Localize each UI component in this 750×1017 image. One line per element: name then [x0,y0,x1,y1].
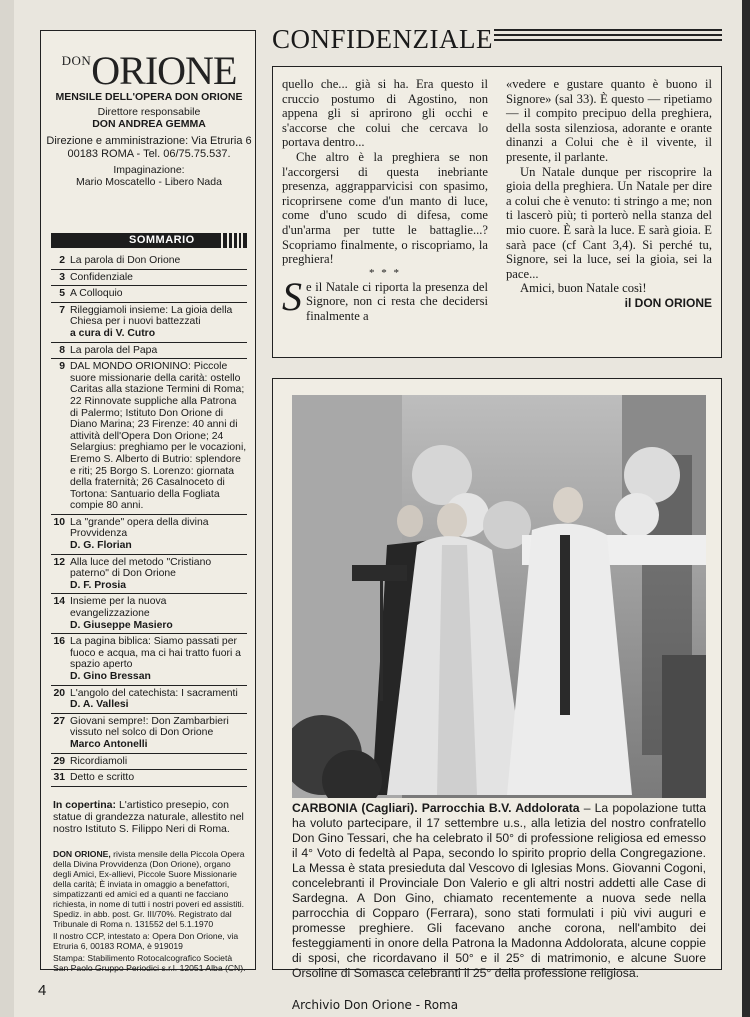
toc-title: DAL MONDO ORIONINO: Piccole suore missionarie della carità: ostello Caritas alla stazione Termini di Roma; 22 Rinnovate suppliche alla Patrona di Palermo; Istituto Don Orione di Diano Marina; 23 Firenze: 40 anni di attività dell'Opera Don Orione; 24 Selargius: preghiamo per le vocazioni, Eremo S. Alberto di Butrio: splendore e riti; 25 Borgo S. Lorenzo: giornata della fraternità; 26 Casalnoceto di Tortona: Santuario della Fogliata compie 80 anni. [70,361,247,512]
cover-description [53,799,249,835]
toc-page-number: 5 [59,288,65,300]
sommario-bar [51,233,247,248]
address-line-1: Direzione e amministrazione: Via Etruria 6 [46,135,252,147]
magazine-logo [41,47,257,94]
toc-author: D. F. Prosia [70,579,127,591]
toc-author: D. A. Vallesi [70,699,129,711]
toc-item [51,303,247,343]
toc-item [51,555,247,595]
toc-page-number: 10 [53,516,65,528]
toc-entry [70,255,247,267]
article-column-2 [506,77,712,311]
toc-title: La "grande" opera della divina Provvidenza [70,516,209,540]
article-paragraph: Che altro è la preghiera se non l'accorgersi di questa inebriante presenza, aggrapparvicisi con spasimo, ricoprirsene come d'un manto di luce, come d'uno scudo di difesa, come d'un'arma per tutte le battaglie...? Scopriamo finalmente, o riscopriamo, la preghiera! [282,149,488,267]
photo-caption [292,801,706,981]
article-box [272,66,722,358]
toc-author: D. Giuseppe Masiero [70,619,173,631]
director-label: Direttore responsabile [97,106,201,118]
toc-page-number: 8 [59,344,65,356]
toc-title: L'angolo del catechista: I sacramenti [70,687,238,699]
toc-entry [70,272,247,284]
legal-notice-4: Stampa: Stabilimento Rotocalcografico Società San Paolo Gruppo Periodici s.r.l. 12051 Alba (CN). [53,953,246,973]
page-left-edge [0,0,14,1017]
cover-label: In copertina: [53,799,117,811]
toc-entry [70,716,247,751]
toc-title: Insieme per la nuova evangelizzazione [70,596,167,620]
article-paragraph: quello che... già si ha. Era questo il cruccio postumo di Agostino, non appena gli si aprirono gli occhi e s'accorse che colui che cercava lo portava dentro... [282,77,488,150]
toc-page-number: 7 [59,304,65,316]
toc-page-number: 2 [59,255,65,266]
archive-footer: Archivio Don Orione - Roma [291,998,459,1012]
toc-entry [70,305,247,340]
magazine-subtitle: MENSILE DELL'OPERA DON ORIONE [55,91,243,103]
director-name: DON ANDREA GEMMA [92,118,206,130]
toc-item [51,634,247,685]
celebration-photo [292,395,706,798]
article-paragraph: Amici, buon Natale così! [520,281,647,296]
caption-title: CARBONIA (Cagliari). Parrocchia B.V. Addolorata [292,801,580,815]
cover-text: L'artistico presepio, con statue di grandezza naturale, allestito nel nostro Istituto S. Filippo Neri di Roma. [53,799,244,835]
toc-page-number: 12 [53,556,65,568]
toc-title: Ricordiamoli [70,755,128,767]
drop-cap: S [282,273,302,319]
article-signature: il DON ORIONE [624,295,712,310]
toc-item [51,594,247,634]
toc-item [51,714,247,754]
toc-entry [70,688,247,711]
toc-title: A Colloquio [70,288,123,300]
toc-page-number: 29 [53,755,65,767]
legal-notice-1 [53,849,249,909]
toc-title: Alla luce del metodo "Cristiano paterno" di Don Orione [70,556,212,580]
legal-notice-2: Spediz. in abb. post. Gr. III/70%. Registrato dal Tribunale di Roma n. 131552 del 5.1.1970 [53,909,232,929]
photo-box [272,378,722,980]
toc-item [51,770,247,787]
legal-title: DON ORIONE, [53,849,111,859]
toc-title: La parola del Papa [70,344,158,356]
toc-page-number: 27 [53,715,65,727]
toc-item [51,343,247,360]
photo-illustration [292,395,706,798]
article-paragraph: «vedere e gustare quanto è buono il Signore» (sal 33). È questo — ripetiamo — il compito precipuo della preghiera, della sosta silenziosa, adorante e orante dinanzi a Colui che è il vivente, il presente, il parlante. [506,77,712,164]
logo-big-text: ORIONE [91,48,237,93]
toc-entry [70,596,247,631]
toc-item [51,359,247,515]
title-rule-lines [494,29,722,45]
toc-page-number: 16 [53,636,65,648]
toc-item [51,754,247,771]
legal-text-1: rivista mensile della Piccola Opera della Divina Provvidenza (Don Orione), organo degli Amici, Ex-allievi, Piccole Suore Missionarie della carità; È inviata in omaggio a benefattori, simpatizzanti ed amici ed a quanti ne facciano richiesta, in nome di tutti i nostri poveri ed assistiti. [53,849,245,909]
article-paragraph-text: e il Natale ci riporta la presenza del Signore, non ci resta che decidersi finalmente a [306,279,488,323]
toc-entry [70,288,247,300]
toc-author: a cura di V. Cutro [70,327,156,339]
address-line-2: 00183 ROMA - Tel. 06/75.75.537. [67,148,231,160]
toc-entry [70,517,247,552]
toc-title: La pagina biblica: Siamo passati per fuoco e acqua, ma ci hai tratto fuori a spazio aperto [70,636,241,671]
layout-names: Mario Moscatello - Libero Nada [76,176,222,188]
toc-page-number: 31 [53,772,65,784]
table-of-contents [51,253,247,787]
toc-entry [70,361,247,512]
toc-author: D. G. Florian [70,540,132,552]
section-stars: * * * [369,266,401,279]
sommario-title: SOMMARIO [129,234,195,246]
toc-title: La parola di Don Orione [70,255,181,266]
article-paragraph: Un Natale dunque per riscoprire la gioia della preghiera. Un Natale per dire a colui che è venuto: ti stringo a me; non ti lascerò più; ti porterò nella stanza del mio cuore. È sarà la luce. E sarà gioia. E sarà pace (cf Cant 3,4). Si perché tu, Signore, sei la luce, sei la gioia, sei la pace... [506,164,712,281]
toc-entry [70,772,247,784]
toc-author: D. Gino Bressan [70,671,151,682]
toc-entry [70,345,247,357]
toc-page-number: 3 [59,271,65,283]
section-title: CONFIDENZIALE [272,24,493,54]
page-right-edge [742,0,750,1017]
article-column-1 [282,77,488,324]
toc-item [51,253,247,270]
toc-page-number: 14 [53,596,65,608]
toc-title: Detto e scritto [70,772,135,784]
toc-author: Marco Antonelli [70,738,148,750]
toc-title: Confidenziale [70,271,133,283]
toc-title: Rileggiamoli insieme: La gioia della Chiesa per i nuovi battezzati [70,304,233,328]
layout-label: Impaginazione: [113,164,185,176]
toc-item [51,515,247,555]
toc-page-number: 9 [59,361,65,373]
logo-small-text: DON [61,53,92,68]
toc-item [51,686,247,714]
caption-text: – La popolazione tutta ha voluto partecipare, il 17 settembre u.s., alla letizia del nostro confratello Don Gino Tessari, che ha celebrato il 50° di professione religiosa ed emesso il 4° Voto di fedeltà al Papa, secondo lo spirito proprio della Congregazione. La Messa è stata presieduta dal Vescovo di Iglesias Mons. Giovanni Cogoni, concelebranti il Provinciale Don Valerio e gli altri nostri addetti alle Case di Sardegna. A Don Gino, chiamato recentemente a nuova sede nella parrocchia di Copparo (Ferrara), sono stati formulati i più vivi auguri e promesse preghiere. Gli facevano anche corona, nell'ambito dei festeggiamenti in onore della Patrona la Madonna Addolorata, alcune coppie di sposi, che ricordavano il 50° e il 25° di matrimonio, e alcune Suore Orsoline di Somasca celebranti il 25° della professione religiosa. [292,801,706,980]
toc-page-number: 20 [53,687,65,699]
legal-notice-3: Il nostro CCP, intestato a: Opera Don Orione, via Etruria 6, 00183 ROMA, è 919019 [53,931,239,951]
toc-entry [70,756,247,768]
page-number: 4 [38,982,47,999]
article-paragraph [282,273,488,324]
masthead-box [40,30,256,973]
toc-item [51,270,247,287]
toc-entry [70,557,247,592]
toc-entry [70,636,247,682]
toc-title: Giovani sempre!: Don Zambarbieri vissuto nel solco di Don Orione [70,715,229,739]
toc-item [51,286,247,303]
